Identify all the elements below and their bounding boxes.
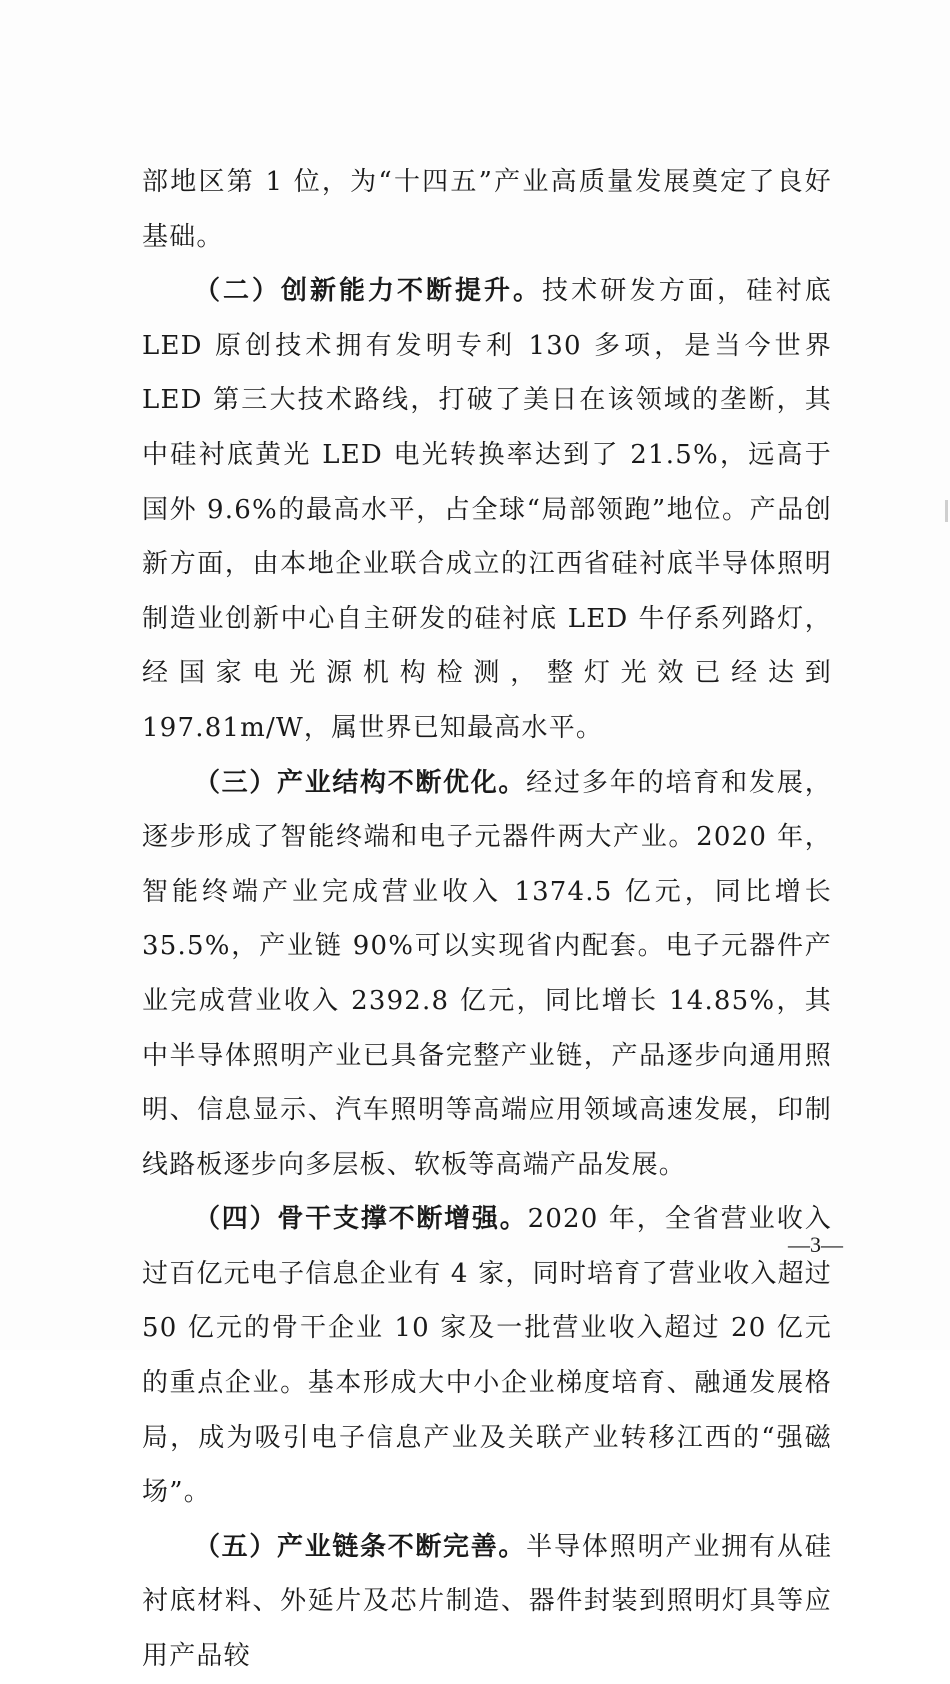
paragraph-chain <box>142 1520 832 1684</box>
paragraph-backbone <box>142 1192 832 1520</box>
section-heading: （四）骨干支撑不断增强。 <box>194 1204 528 1235</box>
scan-edge-mark <box>945 500 948 522</box>
paragraph-continuation <box>142 155 832 264</box>
paragraph-text: 半导体照明产业拥有从硅衬底材料、外延片及芯片制造、器件封装到照明灯具等应用产品较 <box>142 1531 832 1672</box>
section-heading: （二）创新能力不断提升。 <box>194 276 542 307</box>
paragraph-text: 技术研发方面，硅衬底 LED 原创技术拥有发明专利 130 多项，是当今世界 LED 第三大技术路线，打破了美日在该领域的垄断，其中硅衬底黄光 LED 电光转换率达到了 21.5%，远高于国外 9.6%的最高水平，占全球“局部领跑”地位。产品创新方面，由本地企业联合成立的江西省硅衬底半导体照明制造业创新中心自主研发的硅衬底 LED 牛仔系列路灯，经国家电光源机构检测，整灯光效已经达到 197.81m/W，属世界已知最高水平。 <box>142 276 832 743</box>
paragraph-text: 2020 年，全省营业收入过百亿元电子信息企业有 4 家，同时培育了营业收入超过 50 亿元的骨干企业 10 家及一批营业收入超过 20 亿元的重点企业。基本形成大中小企业梯度培育、融通发展格局，成为吸引电子信息产业及关联产业转移江西的“强磁场”。 <box>142 1204 832 1508</box>
paragraph-text: 经过多年的培育和发展，逐步形成了智能终端和电子元器件两大产业。2020 年，智能终端产业完成营业收入 1374.5 亿元，同比增长 35.5%，产业链 90%可以实现省内配套。电子元器件产业完成营业收入 2392.8 亿元，同比增长 14.85%，其中半导体照明产业已具备完整产业链，产品逐步向通用照明、信息显示、汽车照明等高端应用领域高速发展，印制线路板逐步向多层板、软板等高端产品发展。 <box>142 767 832 1180</box>
paragraph-structure <box>142 756 832 1193</box>
paragraph-text: 部地区第 1 位，为“十四五”产业高质量发展奠定了良好基础。 <box>142 167 832 252</box>
paragraph-innovation <box>142 264 832 755</box>
document-body <box>142 155 832 1684</box>
section-heading: （三）产业结构不断优化。 <box>194 767 527 798</box>
section-heading: （五）产业链条不断完善。 <box>194 1531 527 1562</box>
page-number: —3— <box>788 1232 843 1257</box>
